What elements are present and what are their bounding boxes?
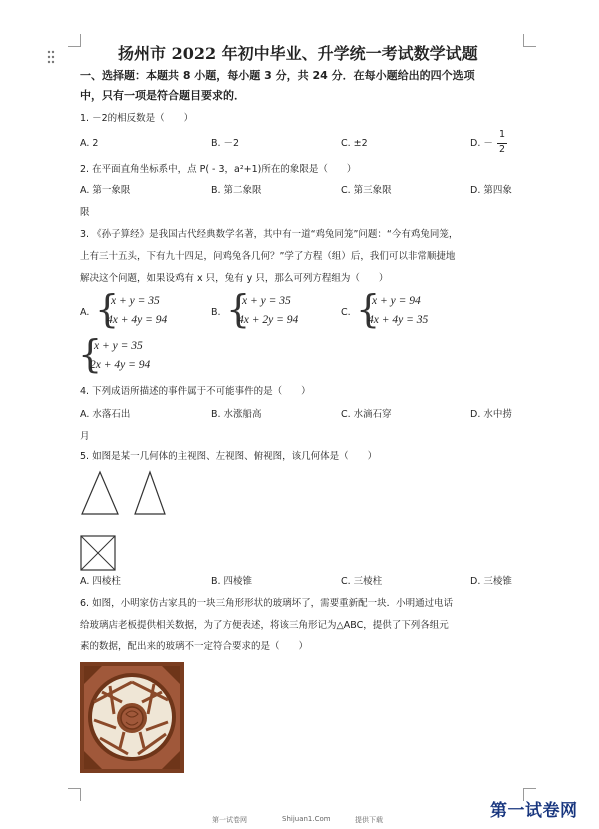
q1-option-c: C. ±2 [341,138,368,149]
q3-option-c-eq1: x + y = 94 [372,295,421,307]
q3-stem-line1: 3. 《孙子算经》是我国古代经典数学名著，其中有一道“鸡兔同笼”问题：“今有鸡兔同笼， [80,229,459,240]
wooden-lattice-photo [80,662,184,773]
crop-mark-top-right [523,34,536,47]
q3-option-a-eq1: x + y = 35 [111,295,160,307]
q3-option-a-label: A. [80,307,90,318]
q3-option-a-eq2: 4x + 4y = 94 [107,314,168,326]
brace-icon: { [226,287,251,331]
q6-stem-line3: 素的数据，配出来的玻璃不一定符合要求的是（ ） [80,641,309,652]
crop-mark-bottom-left [68,788,81,801]
q1-option-d: D. － [470,138,493,149]
brace-icon: { [356,287,381,331]
q4-option-c: C. 水滴石穿 [341,409,392,420]
q1-option-d-denominator: 2 [498,144,506,155]
q3-option-d-eq2: 2x + 4y = 94 [90,359,151,371]
q5-option-c: C. 三棱柱 [341,576,383,587]
q6-stem-line2: 给玻璃店老板提供相关数据，为了方便表述，将该三角形记为△ABC，提供了下列各组元 [80,620,449,631]
q2-option-c: C. 第三象限 [341,185,392,196]
q3-option-d-eq1: x + y = 35 [94,340,143,352]
q2-option-a: A. 第一象限 [80,185,131,196]
q1-option-a: A. 2 [80,138,99,149]
drag-handle-icon[interactable] [47,49,55,63]
q2-option-d: D. 第四象 [470,185,512,196]
front-view-triangle-icon [80,470,120,520]
q4-stem: 4. 下列成语所描述的事件属于不可能事件的是（ ） [80,386,311,397]
q4-option-a: A. 水落石出 [80,409,131,420]
q5-stem: 5. 如图是某一几何体的主视图、左视图、俯视图，该几何体是（ ） [80,451,378,462]
side-view-triangle-icon [133,470,167,520]
q3-option-b-eq2: 4x + 2y = 94 [238,314,299,326]
q4-option-d-wrap: 月 [80,431,90,442]
brand-logo: 第一试卷网 [490,801,578,821]
footer-download-text: 提供下载 [355,816,383,824]
brace-icon: { [95,287,120,331]
q5-option-a: A. 四棱柱 [80,576,121,587]
q4-option-d: D. 水中捞 [470,409,512,420]
section-heading-line1: 一、选择题：本题共 8 小题，每小题 3 分，共 24 分．在每小题给出的四个选项 [80,69,475,82]
q5-option-b: B. 四棱锥 [211,576,253,587]
q3-option-c-eq2: 4x + 4y = 35 [368,314,429,326]
crop-mark-top-left [68,34,81,47]
q3-stem-line3: 解决这个问题，如果设鸡有 x 只，兔有 y 只，那么可列方程组为（ ） [80,273,389,284]
q2-option-b: B. 第二象限 [211,185,262,196]
q1-stem: 1. －2的相反数是（ ） [80,113,194,124]
footer-site-name: 第一试卷网 [212,816,247,824]
section-heading-line2: 中，只有一项是符合题目要求的． [80,89,245,102]
q3-stem-line2: 上有三十五头，下有九十四足，问鸡兔各几何？”学了方程（组）后，我们可以非常顺捷地 [80,251,456,262]
q3-option-b-eq1: x + y = 35 [242,295,291,307]
q2-option-d-wrap: 限 [80,207,90,218]
q2-stem: 2. 在平面直角坐标系中，点 P( - 3，a²+1)所在的象限是（ ） [80,164,357,175]
brace-icon: { [78,332,103,376]
q5-option-d: D. 三棱锥 [470,576,512,587]
page-title: 扬州市 2022 年初中毕业、升学统一考试数学试题 [118,44,478,63]
q3-option-b-label: B. [211,307,221,318]
q1-option-d-numerator: 1 [498,129,506,140]
q3-option-c-label: C. [341,307,351,318]
top-view-square-icon [80,535,116,575]
q4-option-b: B. 水涨船高 [211,409,262,420]
q6-stem-line1: 6. 如图，小明家仿古家具的一块三角形形状的玻璃坏了，需要重新配一块．小明通过电话 [80,598,454,609]
footer-site-url[interactable]: Shijuan1.Com [282,815,331,823]
q1-option-b: B. －2 [211,138,240,149]
